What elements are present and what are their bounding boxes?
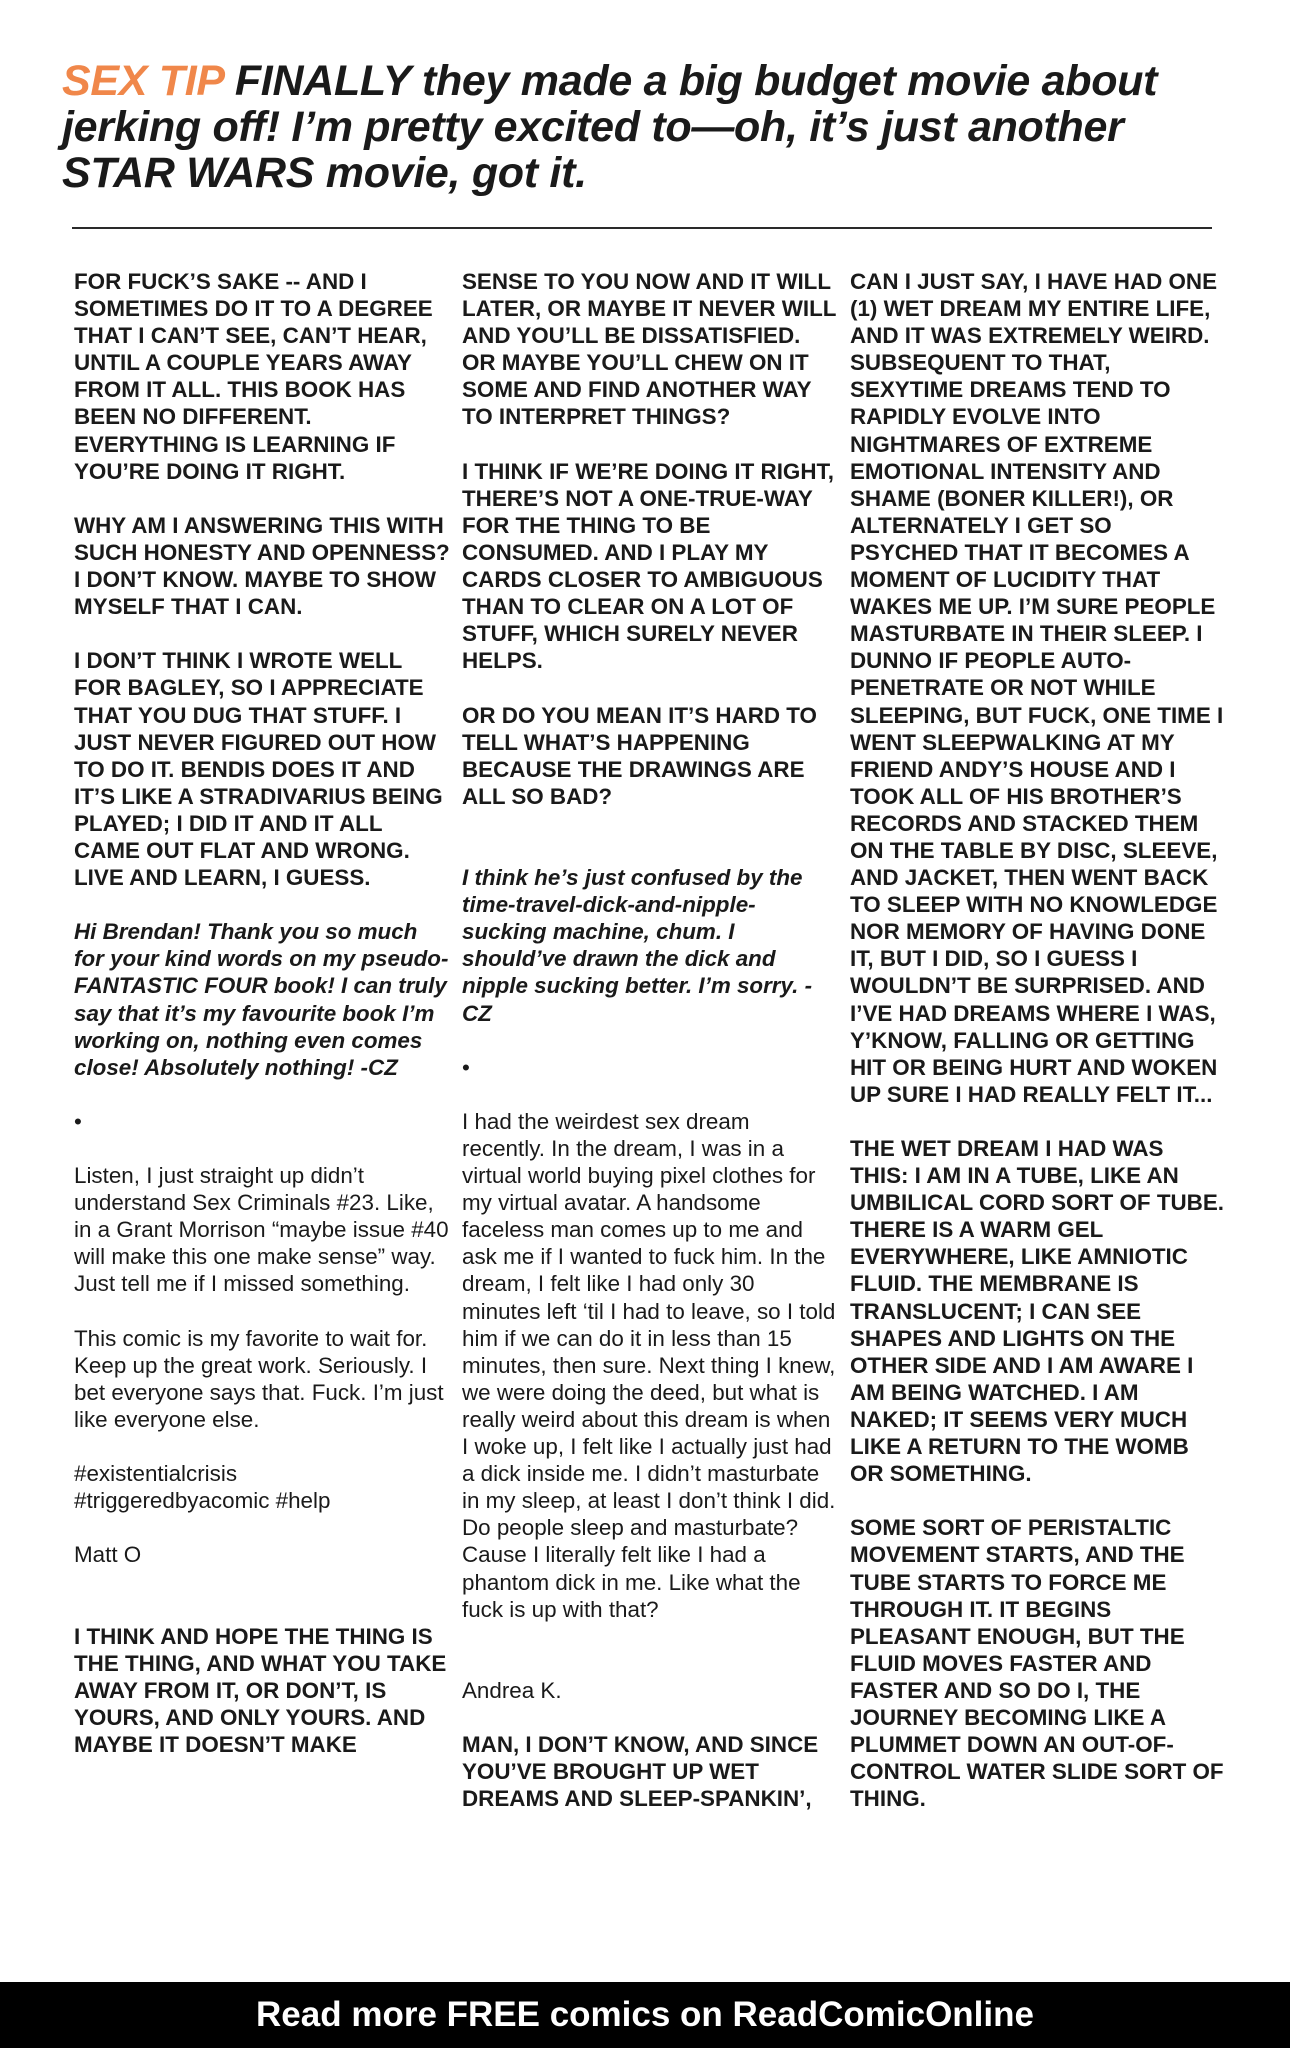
hashtag-line: #existentialcrisis: [74, 1461, 238, 1487]
letter-signature: Matt O: [74, 1542, 142, 1568]
letter-signature: Andrea K.: [462, 1677, 562, 1703]
sex-tip-text: FINALLY they made a big budget movie about jerking off! I’m pretty excited to—oh, it’s just another STAR WARS movie, got it.: [62, 57, 1158, 197]
reply-paragraph: CAN I JUST SAY, I HAVE HAD ONE (1) WET DREAM MY ENTIRE LIFE, AND IT WAS EXTREMELY WEIRD. SUBSEQUENT TO THAT, SEXYTIME DREAMS TEND TO RAPIDLY EVOLVE INTO NIGHTMARES OF EXTREME EMOTIONAL INTENSITY AND SHAME (BONER KILLER!), OR ALTERNATELY I GET SO PSYCHED THAT IT BECOMES A MOMENT OF LUCIDITY THAT WAKES ME UP. I’M SURE PEOPLE MASTURBATE IN THEIR SLEEP. I DUNNO IF PEOPLE AUTO-PENETRATE OR NOT WHILE SLEEPING, BUT FUCK, ONE TIME I WENT SLEEPWALKING AT MY FRIEND ANDY’S HOUSE AND I TOOK ALL OF HIS BROTHER’S RECORDS AND STACKED THEM ON THE TABLE BY DISC, SLEEVE, AND JACKET, THEN WENT BACK TO SLEEP WITH NO KNOWLEDGE NOR MEMORY OF HAVING DONE IT, BUT I DID, SO I GUESS I WOULDN’T BE SURPRISED. AND I’VE HAD DREAMS WHERE I WAS, Y’KNOW, FALLING OR GETTING HIT OR BEING HURT AND WOKEN UP SURE I HAD REALLY FELT IT...: [850, 269, 1224, 1107]
reply-paragraph: SENSE TO YOU NOW AND IT WILL LATER, OR MAYBE IT NEVER WILL AND YOU’LL BE DISSATISFIED. OR MAYBE YOU’LL CHEW ON IT SOME AND FIND ANOTHER WAY TO INTERPRET THINGS?: [462, 269, 837, 430]
reply-paragraph: I THINK IF WE’RE DOING IT RIGHT, THERE’S NOT A ONE-TRUE-WAY FOR THE THING TO BE CONSUMED. AND I PLAY MY CARDS CLOSER TO AMBIGUOUS THAN TO CLEAR ON A LOT OF STUFF, WHICH SURELY NEVER HELPS.: [462, 458, 834, 674]
section-bullet: •: [74, 1108, 82, 1134]
reply-paragraph: OR DO YOU MEAN IT’S HARD TO TELL WHAT’S HAPPENING BECAUSE THE DRAWINGS ARE ALL SO BAD?: [462, 702, 817, 809]
reply-paragraph: THE WET DREAM I HAD WAS THIS: I AM IN A TUBE, LIKE AN UMBILICAL CORD SORT OF TUBE. THERE IS A WARM GEL EVERYWHERE, LIKE AMNIOTIC FLUID. THE MEMBRANE IS TRANSLUCENT; I CAN SEE SHAPES AND LIGHTS ON THE OTHER SIDE AND I AM AWARE I AM BEING WATCHED. I AM NAKED; IT SEEMS VERY MUCH LIKE A RETURN TO THE WOMB OR SOMETHING.: [850, 1136, 1224, 1487]
reply-paragraph: I DON’T THINK I WROTE WELL FOR BAGLEY, SO I APPRECIATE THAT YOU DUG THAT STUFF. I JUST NEVER FIGURED OUT HOW TO DO IT. BENDIS DOES IT AND IT’S LIKE A STRADIVARIUS BEING PLAYED; I DID IT AND IT ALL CAME OUT FLAT AND WRONG. LIVE AND LEARN, I GUESS.: [74, 648, 443, 891]
letter-paragraph: Listen, I just straight up didn’t understand Sex Criminals #23. Like, in a Grant Morrison “maybe issue #40 will make this one make sense” way. Just tell me if I missed something.: [74, 1163, 449, 1297]
footer-banner[interactable]: [0, 1982, 1290, 2048]
section-bullet: •: [462, 1054, 470, 1080]
reply-paragraph: SOME SORT OF PERISTALTIC MOVEMENT STARTS, AND THE TUBE STARTS TO FORCE ME THROUGH IT. IT BEGINS PLEASANT ENOUGH, BUT THE FLUID MOVES FASTER AND FASTER AND SO DO I, THE JOURNEY BECOMING LIKE A PLUMMET DOWN AN OUT-OF-CONTROL WATER SLIDE SORT OF THING.: [850, 1515, 1224, 1812]
spacer: [462, 1650, 838, 1677]
spacer: [462, 837, 838, 864]
column-3: [850, 268, 1226, 1839]
reply-paragraph: MAN, I DON’T KNOW, AND SINCE YOU’VE BROUGHT UP WET DREAMS AND SLEEP-SPANKIN’,: [462, 1732, 819, 1812]
reply-paragraph: WHY AM I ANSWERING THIS WITH SUCH HONESTY AND OPENNESS? I DON’T KNOW. MAYBE TO SHOW MYSELF THAT I CAN.: [74, 512, 450, 620]
spacer: [74, 1596, 450, 1623]
letter-paragraph: I had the weirdest sex dream recently. In the dream, I was in a virtual world buying pixel clothes for my virtual avatar. A handsome faceless man comes up to me and ask me if I wanted to fuck him. In the dream, I felt like I had only 30 minutes left ‘til I had to leave, so I told him if we can do it in less than 15 minutes, then sure. Next thing I knew, we were doing the deed, but what is really weird about this dream is when I woke up, I felt like I actually just had a dick inside me. I didn’t masturbate in my sleep, at least I don’t think I did. Do people sleep and masturbate? Cause I literally felt like I had a phantom dick in me. Like what the fuck is up with that?: [462, 1108, 836, 1622]
artist-note: I think he’s just confused by the time-travel-dick-and-nipple-sucking machine, chum. I should’ve drawn the dick and nipple sucking better. I’m sorry. -CZ: [462, 865, 813, 1026]
footer-text[interactable]: Read more FREE comics on ReadComicOnline: [256, 1995, 1034, 2034]
letter-hashtags: [74, 1460, 450, 1514]
column-2: [462, 268, 838, 1839]
page-title: [62, 58, 1232, 196]
sex-tip-label: SEX TIP: [62, 57, 224, 105]
hashtag-line: #triggeredbyacomic #help: [74, 1488, 331, 1514]
divider: [72, 227, 1212, 229]
artist-note: Hi Brendan! Thank you so much for your kind words on my pseudo-FANTASTIC FOUR book! I can truly say that it’s my favourite book I’m working on, nothing even comes close! Absolutely nothing! -CZ: [74, 919, 449, 1080]
reply-paragraph: I THINK AND HOPE THE THING IS THE THING, AND WHAT YOU TAKE AWAY FROM IT, OR DON’T, IS YOURS, AND ONLY YOURS. AND MAYBE IT DOESN’T MAKE: [74, 1623, 447, 1758]
column-1: [74, 268, 450, 1785]
reply-paragraph: FOR FUCK’S SAKE -- AND I SOMETIMES DO IT TO A DEGREE THAT I CAN’T SEE, CAN’T HEAR, UNTIL A COUPLE YEARS AWAY FROM IT ALL. THIS BOOK HAS BEEN NO DIFFERENT. EVERYTHING IS LEARNING IF YOU’RE DOING IT RIGHT.: [74, 269, 433, 484]
letter-paragraph: This comic is my favorite to wait for. Keep up the great work. Seriously. I bet everyone says that. Fuck. I’m just like everyone else.: [74, 1325, 444, 1432]
